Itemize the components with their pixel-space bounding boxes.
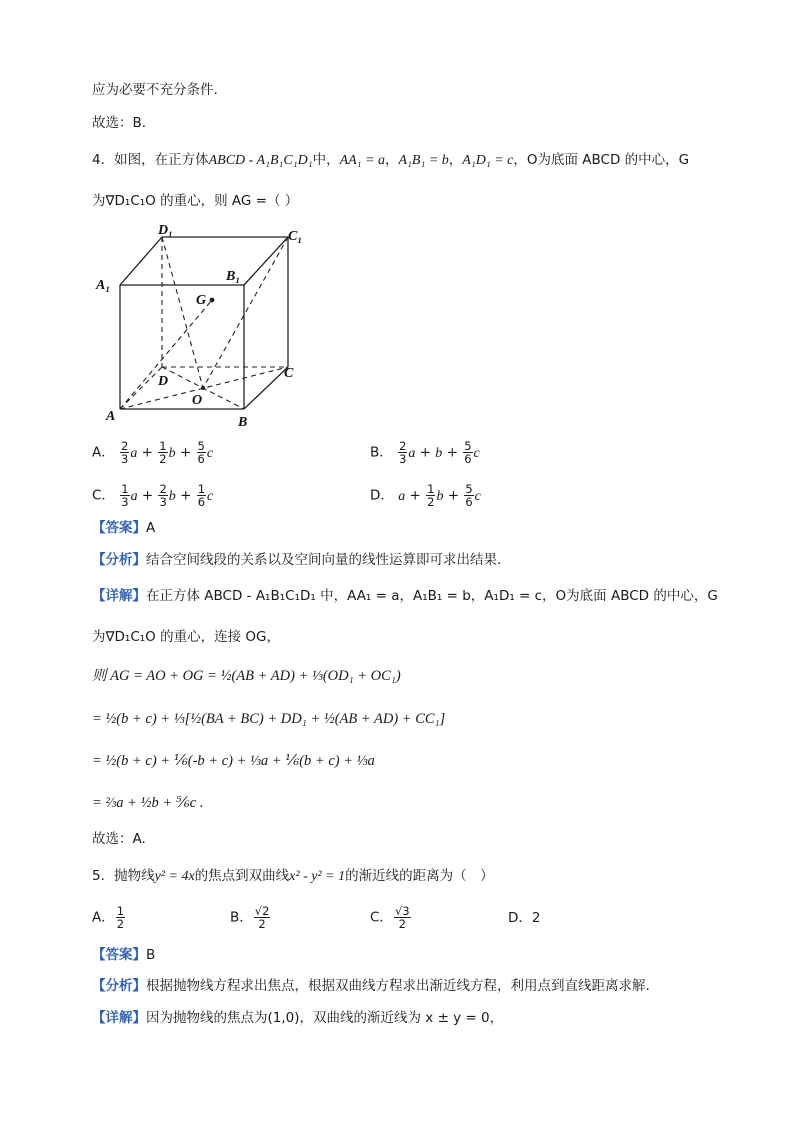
label-B1: B₁ <box>226 269 241 284</box>
question-stem: 5．抛物线y² = 4x的焦点到双曲线x² - y² = 1的渐近线的距离为（ ） <box>92 868 494 884</box>
option-a[interactable]: A． $\frac{1}{2}$ <box>92 904 125 931</box>
detail-line: 【详解】因为抛物线的焦点为(1,0)，双曲线的渐近线为 x ± y = 0， <box>92 1010 504 1026</box>
option-d[interactable]: D．2 <box>508 910 541 926</box>
label-A1: A₁ <box>96 278 111 293</box>
label-C: C <box>284 366 294 381</box>
text-line: 故选：A. <box>92 831 146 847</box>
cube-figure <box>92 222 322 432</box>
detail-line: 为∇D₁C₁O 的重心，连接 OG， <box>92 629 280 645</box>
label-D1: D₁ <box>158 223 173 238</box>
analysis-line: 【分析】结合空间线段的关系以及空间向量的线性运算即可求出结果. <box>92 552 502 568</box>
label-C1: C₁ <box>288 229 303 244</box>
option-c[interactable]: C． $\frac{1}{3}$ a + $\frac{2}{3}$ b + $\frac{1}{6}$ c <box>92 482 214 509</box>
equation-line: 则 AG = AO + OG = ½(AB + AD) + ⅓(OD₁ + OC₁) <box>92 668 401 684</box>
option-d[interactable]: D． a + $\frac{1}{2}$ b + $\frac{5}{6}$ c <box>370 482 481 509</box>
label-B: B <box>238 415 248 430</box>
text-line: 应为必要不充分条件. <box>92 82 218 98</box>
equation-line: = ⅔a + ½b + ⅚c . <box>92 795 204 811</box>
equation-line: = ½(b + c) + ⅓[½(BA + BC) + DD₁ + ½(AB + AD) + CC₁] <box>92 711 446 727</box>
option-b[interactable]: B． $\frac{2}{3}$ a + b + $\frac{5}{6}$ c <box>370 439 480 466</box>
answer-line: 【答案】A <box>92 520 156 536</box>
option-c[interactable]: C． $\frac{√3}{2}$ <box>370 904 410 931</box>
label-D: D <box>158 374 169 389</box>
label-O: O <box>192 393 203 408</box>
analysis-line: 【分析】根据抛物线方程求出焦点，根据双曲线方程求出渐近线方程，利用点到直线距离求解. <box>92 978 650 994</box>
equation-line: = ½(b + c) + ⅙(-b + c) + ⅓a + ⅙(b + c) + ⅓a <box>92 753 375 769</box>
question-stem: 为∇D₁C₁O 的重心，则 AG =（ ） <box>92 193 299 209</box>
label-A: A <box>106 409 116 424</box>
text-line: 故选：B. <box>92 115 147 131</box>
question-stem: 4．如图，在正方体ABCD - A₁B₁C₁D₁中，AA₁ = a，A₁B₁ = b，A₁D₁ = c，O为底面 ABCD 的中心，G <box>92 152 690 168</box>
label-G: G <box>196 293 207 308</box>
option-a[interactable]: A． $\frac{2}{3}$ a + $\frac{1}{2}$ b + $\frac{5}{6}$ c <box>92 439 214 466</box>
option-b[interactable]: B． $\frac{√2}{2}$ <box>230 904 270 931</box>
detail-line: 【详解】在正方体 ABCD - A₁B₁C₁D₁ 中，AA₁ = a，A₁B₁ = b，A₁D₁ = c，O为底面 ABCD 的中心，G <box>92 588 718 604</box>
answer-line: 【答案】B <box>92 947 156 963</box>
